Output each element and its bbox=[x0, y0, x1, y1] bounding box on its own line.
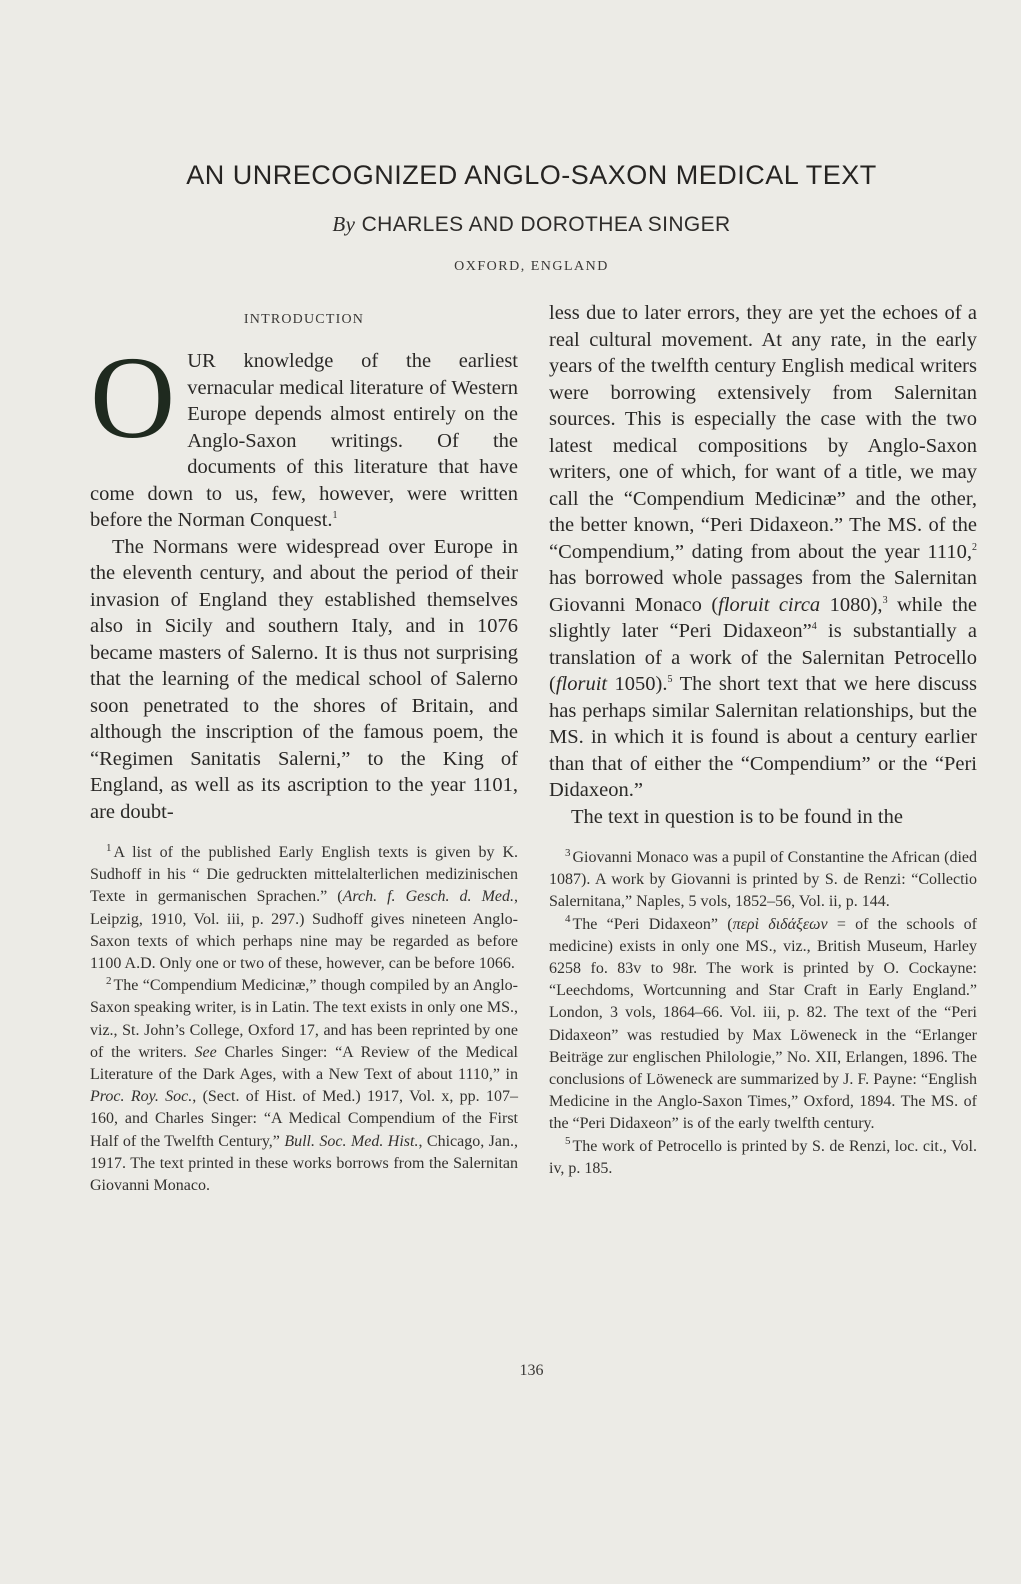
footnote-3 bbox=[549, 847, 977, 914]
paragraph-3-text-c: 1080), bbox=[820, 593, 883, 616]
paragraph-4: The text in question is to be found in the bbox=[571, 805, 903, 828]
footnote-1-journal: Arch. f. Gesch. d. Med. bbox=[342, 888, 514, 906]
footnote-1-text-b: , Leipzig, 1910, Vol. iii, p. 297.) Sudhoff gives nineteen Anglo-Saxon texts of which perhaps nine may be regarded as before 1100 A.D. Only one or two of these, however, can be before 1066. bbox=[90, 888, 518, 973]
footnote-ref-2: 2 bbox=[972, 541, 977, 553]
paragraph-3 bbox=[549, 300, 977, 804]
footnote-ref-5: 5 bbox=[667, 674, 673, 686]
footnote-4-text-b: = of the schools of medicine) exists in only one MS., viz., British Museum, Harley 6258 fo. 83v to 98r. The work is printed by O. Cockayne: “Leechdoms, Wortcunning and Star Craft in Early England.” London, 3 vols, 1864–66. Vol. iii, p. 82. The text of the “Peri Didaxeon” was restudied by Max Löweneck in the “Erlanger Beiträge zur englischen Philologie,” No. XII, Erlangen, 1896. The conclusions of Löweneck are summarized by J. F. Payne: “English Medicine in the Anglo-Saxon Times,” Oxford, 1894. The MS. of the “Peri Didaxeon” is of the early twelfth century. bbox=[549, 915, 978, 1133]
byline bbox=[0, 212, 1021, 237]
footnote-4 bbox=[549, 914, 977, 1136]
left-footnotes bbox=[90, 842, 518, 1197]
footnote-ref-1: 1 bbox=[332, 510, 338, 522]
footnote-2-journal-bull: Bull. Soc. Med. Hist. bbox=[284, 1132, 419, 1150]
footnote-2-text-b: Charles Singer: “A Review of the Medical Literature of the Dark Ages, with a New Text of about 1110,” in bbox=[90, 1043, 518, 1084]
footnote-4-greek: περὶ διδάξεων bbox=[732, 915, 828, 933]
footnote-2-see: See bbox=[194, 1043, 217, 1061]
footnote-5-number: 5 bbox=[565, 1135, 571, 1148]
footnote-4-number: 4 bbox=[565, 913, 571, 926]
section-heading-introduction: INTRODUCTION bbox=[243, 312, 365, 327]
paragraph-3-text-e: is substantially a translation of a work of the Salernitan Petrocello ( bbox=[549, 620, 977, 695]
footnote-ref-4: 4 bbox=[811, 621, 817, 633]
byline-prefix: By bbox=[332, 212, 356, 236]
page-number: 136 bbox=[519, 1362, 544, 1379]
footnote-2-text-d: , Chicago, Jan., 1917. The text printed in these works borrows from the Salernitan Giovanni Monaco. bbox=[90, 1132, 518, 1195]
floruit-circa: floruit circa bbox=[718, 593, 821, 616]
left-column bbox=[90, 300, 518, 1197]
footnote-1-text-a: A list of the published Early English texts is given by K. Sudhoff in his “ Die gedruckten mittelalterlichen medizinischen Texte in germanischen Sprachen.” ( bbox=[90, 844, 518, 906]
footnote-1-number: 1 bbox=[106, 841, 112, 854]
footnote-3-number: 3 bbox=[565, 846, 571, 859]
footnote-3-text: Giovanni Monaco was a pupil of Constantine the African (died 1087). A work by Giovanni is printed by S. de Renzi: “Collectio Salernitana,” Naples, 5 vols, 1852–56, Vol. ii, p. 144. bbox=[549, 849, 977, 911]
footnote-4-text-a: The “Peri Didaxeon” ( bbox=[572, 915, 733, 933]
footnote-5 bbox=[549, 1136, 977, 1180]
paragraph-1 bbox=[90, 332, 518, 534]
footnote-2-number: 2 bbox=[106, 974, 112, 987]
paragraph-3-text-g: The short text that we here discuss has perhaps similar Salernitan relationships, but the MS. in which it is found is about a century earlier than that of either the “Compendium” or the “Peri Didaxeon.” bbox=[549, 673, 978, 801]
footnote-ref-3: 3 bbox=[882, 594, 888, 606]
byline-authors: CHARLES AND DOROTHEA SINGER bbox=[361, 213, 731, 236]
footnote-2-text-a: The “Compendium Medicinæ,” though compiled by an Anglo-Saxon speaking writer, is in Latin. The text exists in only one MS., viz., St. John’s College, Oxford 17, and has been reprinted by one of the writers. bbox=[90, 977, 518, 1061]
paragraph-2: The Normans were widespread over Europe in the eleventh century, and about the period of their invasion of England they established themselves also in Sicily and southern Italy, and in 1076 became masters of Salerno. It is thus not surprising that the learning of the medical school of Salerno soon penetrated to the shores of Britain, and although the inscription of the famous poem, the “Regimen Sanitatis Salerni,” to the King of England, as well as its ascription to the year 1101, are doubt- bbox=[90, 535, 518, 823]
floruit: floruit bbox=[555, 673, 608, 695]
footnote-2-journal-proc: Proc. Roy. Soc. bbox=[90, 1088, 193, 1106]
paragraph-3-text-b: has borrowed whole passages from the Salernitan Giovanni Monaco ( bbox=[549, 567, 977, 616]
right-column bbox=[549, 300, 977, 1180]
article-title: AN UNRECOGNIZED ANGLO-SAXON MEDICAL TEXT bbox=[186, 160, 877, 190]
footnote-5-text: The work of Petrocello is printed by S. de Renzi, loc. cit., Vol. iv, p. 185. bbox=[549, 1137, 977, 1177]
paragraph-3-text-d: while the slightly later “Peri Didaxeon” bbox=[549, 593, 977, 642]
paragraph-3-text-a: less due to later errors, they are yet the echoes of a real cultural movement. At any rate, in the early years of the twelfth century English medical writers were borrowing extensively from Salernitan sources. This is especially the case with the two latest medical compositions by Anglo-Saxon writers, one of which, for want of a title, we may call the “Compendium Medicinæ” and the other, the better known, “Peri Didaxeon.” The MS. of the “Compendium,” dating from about the year 1110, bbox=[549, 302, 977, 563]
footnote-1 bbox=[90, 842, 518, 975]
paragraph-1-text: UR knowledge of the earliest vernacular medical literature of Western Europe depends almost entirely on the Anglo-Saxon writings. Of the documents of this literature that have come down to us, few, however, were written before the Norman Conquest. bbox=[90, 350, 518, 531]
footnote-2-text-c: , (Sect. of Hist. of Med.) 1917, Vol. x, pp. 107–160, and Charles Singer: “A Medical Compendium of the First Half of the Twelfth Century,” bbox=[90, 1088, 518, 1150]
right-footnotes bbox=[549, 847, 977, 1180]
paragraph-3-text-f: 1050). bbox=[607, 673, 668, 695]
footnote-2 bbox=[90, 975, 518, 1197]
drop-cap: O bbox=[90, 332, 176, 463]
author-location: OXFORD, ENGLAND bbox=[454, 259, 609, 274]
